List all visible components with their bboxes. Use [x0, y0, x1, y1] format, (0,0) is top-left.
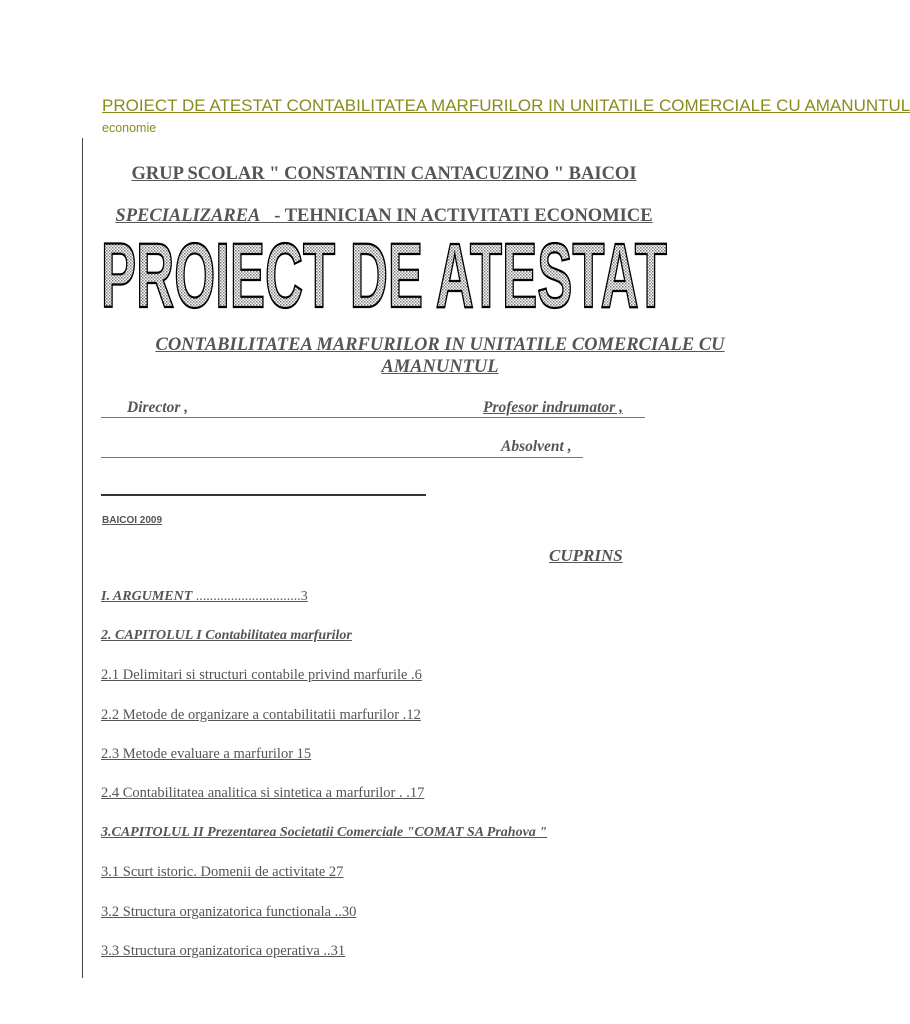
toc-entry-page: ..............................3 [192, 589, 308, 604]
specialization-label: SPECIALIZAREA [115, 206, 261, 226]
toc-heading: CUPRINS [549, 546, 623, 565]
place-year: BAICOI 2009 [102, 515, 163, 526]
toc-entry[interactable]: 3.2 Structura organizatorica functionala ..30 [101, 904, 357, 920]
document-category-link[interactable]: economie [102, 121, 157, 135]
graduate-signature-line [101, 457, 583, 458]
project-topic: CONTABILITATEA MARFURILOR IN UNITATILE COMERCIALE CU AMANUNTUL [155, 335, 725, 377]
wordart-title [0, 225, 768, 327]
toc-entry[interactable]: 2. CAPITOLUL I Contabilitatea marfurilor [101, 628, 352, 643]
specialization-line [0, 206, 768, 227]
toc-entry[interactable]: 2.3 Metode evaluare a marfurilor 15 [101, 746, 312, 762]
toc-entry[interactable] [101, 589, 308, 605]
document-title-link[interactable]: PROIECT DE ATESTAT CONTABILITATEA MARFURILOR IN UNITATILE COMERCIALE CU AMANUNTUL [102, 96, 910, 115]
school-name: GRUP SCOLAR " CONSTANTIN CANTACUZINO " BAICOI [131, 164, 637, 184]
director-signature-line [101, 417, 645, 418]
director-label: Director , [127, 399, 189, 416]
graduate-label: Absolvent , [501, 438, 572, 455]
toc-entry[interactable]: 3.3 Structura organizatorica operativa ..31 [101, 943, 346, 959]
toc-entry[interactable]: 3.CAPITOLUL II Prezentarea Societatii Comerciale "COMAT SA Prahova " [101, 825, 548, 840]
toc-entry[interactable]: 2.1 Delimitari si structuri contabile privind marfurile .6 [101, 667, 422, 683]
toc-entry[interactable]: 2.4 Contabilitatea analitica si sintetica a marfurilor . .17 [101, 785, 425, 801]
graduate-name-line [101, 494, 426, 496]
toc-entry[interactable]: 2.2 Metode de organizare a contabilitatii marfurilor .12 [101, 707, 421, 723]
specialization-value: - TEHNICIAN IN ACTIVITATI ECONOMICE [274, 206, 653, 226]
toc-entry-title: I. ARGUMENT [101, 589, 193, 604]
wordart-title-text: PROIECT DE ATESTAT [101, 225, 667, 327]
advisor-label: Profesor indrumator , [483, 399, 623, 416]
toc-entry[interactable]: 3.1 Scurt istoric. Domenii de activitate 27 [101, 864, 344, 880]
